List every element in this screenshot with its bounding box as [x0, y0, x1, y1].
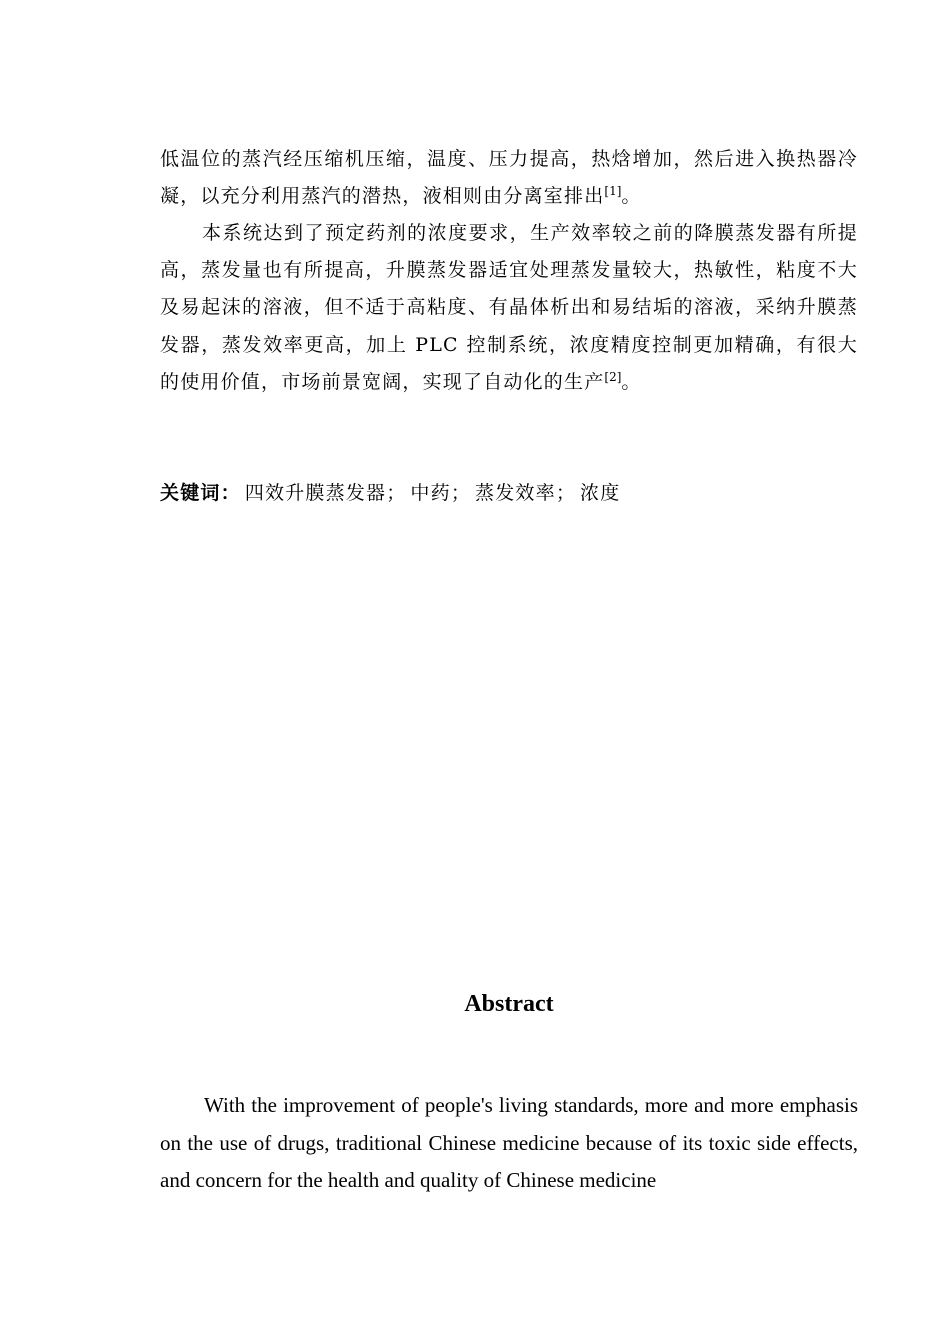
chinese-paragraph-2	[160, 215, 858, 401]
paragraph-1-end: 。	[621, 185, 642, 208]
citation-ref-2: [2]	[604, 369, 622, 384]
keyword-item: 浓度	[580, 482, 621, 504]
paragraph-1-text: 低温位的蒸汽经压缩机压缩，温度、压力提高，热焓增加，然后进入换热器冷凝，以充分利用蒸汽的潜热，液相则由分离室排出	[160, 148, 858, 208]
keywords-line	[160, 478, 858, 508]
keyword-item: 中药；	[410, 482, 472, 504]
chinese-paragraph-1	[160, 141, 858, 215]
abstract-paragraph: With the improvement of people's living standards, more and more emphasis on the use of drugs, traditional Chinese medicine because of its toxic side effects, and concern for the health and quality of Chinese medicine	[160, 1093, 858, 1192]
paragraph-2-text: 本系统达到了预定药剂的浓度要求，生产效率较之前的降膜蒸发器有所提高，蒸发量也有所提高，升膜蒸发器适宜处理蒸发量较大，热敏性，粘度不大及易起沫的溶液，但不适于高粘度、有晶体析出和易结垢的溶液，采纳升膜蒸发器，蒸发效率更高，加上 PLC 控制系统，浓度精度控制更加精确，有很大的使用价值，市场前景宽阔，实现了自动化的生产	[160, 222, 858, 393]
paragraph-2-end: 。	[621, 370, 642, 393]
keyword-item: 四效升膜蒸发器；	[244, 482, 407, 504]
abstract-heading: Abstract	[464, 991, 554, 1017]
citation-ref-1: [1]	[604, 184, 622, 199]
keywords-label: 关键词：	[160, 482, 241, 504]
keyword-item: 蒸发效率；	[475, 482, 577, 504]
